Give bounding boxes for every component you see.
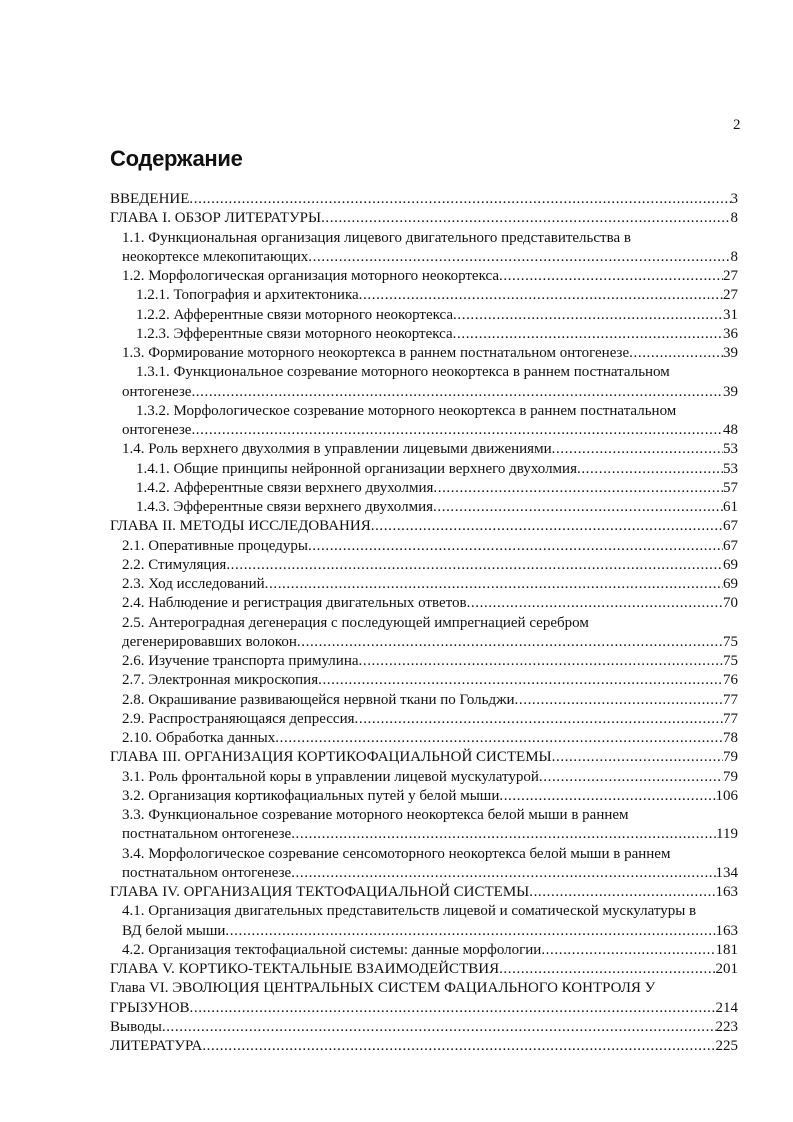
toc-subsection[interactable] bbox=[110, 460, 738, 479]
dot-leader bbox=[371, 517, 723, 536]
dot-leader bbox=[265, 575, 723, 594]
dot-leader bbox=[321, 209, 730, 228]
toc-line bbox=[110, 575, 738, 594]
toc-page-number: 27 bbox=[723, 268, 738, 284]
dot-leader bbox=[190, 999, 716, 1018]
toc-line bbox=[110, 248, 738, 267]
dot-leader bbox=[529, 883, 715, 902]
toc-entry-title: онтогенезе bbox=[122, 422, 192, 438]
toc-line bbox=[110, 325, 738, 344]
toc-section[interactable] bbox=[110, 229, 738, 268]
toc-line bbox=[110, 517, 738, 536]
page-title: Содержание bbox=[110, 146, 243, 171]
toc-line bbox=[110, 883, 738, 902]
toc-subsection[interactable] bbox=[110, 498, 738, 517]
toc-section[interactable] bbox=[110, 671, 738, 690]
toc-entry-title: 1.2.1. Топография и архитектоника bbox=[136, 287, 359, 304]
toc-line bbox=[110, 941, 738, 960]
toc-entry-title: ВВЕДЕНИЕ bbox=[110, 191, 190, 207]
dot-leader bbox=[297, 633, 723, 652]
dot-leader bbox=[453, 306, 723, 325]
toc-entry-title: онтогенезе bbox=[122, 383, 192, 400]
toc-chapter[interactable] bbox=[110, 190, 738, 209]
toc-line bbox=[110, 825, 738, 844]
toc-line bbox=[110, 344, 738, 363]
dot-leader bbox=[189, 190, 730, 209]
toc-line bbox=[110, 691, 738, 710]
toc-page-number: 77 bbox=[723, 710, 738, 727]
toc-section[interactable] bbox=[110, 537, 738, 556]
toc-entry-title: 3.2. Организация кортикофациальных путей у белой мыши bbox=[122, 787, 500, 804]
toc-page-number: 163 bbox=[715, 884, 738, 900]
toc-page-number: 79 bbox=[723, 749, 738, 766]
toc-entry-title: 2.9. Распространяющаяся депрессия bbox=[122, 710, 355, 727]
dot-leader bbox=[291, 864, 715, 883]
toc-section[interactable] bbox=[110, 768, 738, 787]
toc-page-number: 163 bbox=[715, 922, 738, 939]
toc-page-number: 57 bbox=[723, 479, 738, 496]
toc-entry-title: ГРЫЗУНОВ bbox=[110, 999, 190, 1016]
toc-line bbox=[110, 209, 738, 228]
toc-entry-title: постнатальном онтогенезе bbox=[122, 864, 292, 881]
toc-entry-title: 1.4. Роль верхнего двухолмия в управлении лицевыми движениями bbox=[122, 441, 552, 458]
toc-chapter[interactable] bbox=[110, 748, 738, 767]
toc-page-number: 78 bbox=[723, 730, 738, 746]
dot-leader bbox=[433, 479, 723, 498]
toc-page-number: 214 bbox=[715, 999, 738, 1016]
toc-entry-title: ГЛАВА I. ОБЗОР ЛИТЕРАТУРЫ bbox=[110, 210, 322, 227]
toc-section[interactable] bbox=[110, 614, 738, 653]
toc-chapter[interactable] bbox=[110, 1037, 738, 1056]
toc-line bbox=[110, 787, 738, 806]
toc-page-number: 76 bbox=[723, 672, 738, 689]
page-number: 2 bbox=[733, 117, 741, 133]
toc-page-number: 70 bbox=[723, 595, 738, 612]
toc-line bbox=[110, 671, 738, 690]
toc-section[interactable] bbox=[110, 941, 738, 960]
toc-subsection[interactable] bbox=[110, 363, 738, 402]
toc-chapter[interactable] bbox=[110, 979, 738, 1018]
toc-entry-title: 3.4. Морфологическое созревание сенсомоторного неокортекса белой мыши в раннем bbox=[122, 845, 671, 862]
toc-page-number: 3 bbox=[730, 191, 738, 207]
toc-page-number: 53 bbox=[723, 460, 738, 477]
toc-entry-title: ГЛАВА II. МЕТОДЫ ИССЛЕДОВАНИЯ bbox=[110, 518, 371, 535]
toc-section[interactable] bbox=[110, 267, 738, 286]
toc-entry-title: 1.3. Формирование моторного неокортекса в раннем постнатальном онтогенезе bbox=[122, 345, 630, 361]
toc-line bbox=[110, 922, 738, 941]
toc-line bbox=[110, 383, 738, 402]
toc-page-number: 77 bbox=[723, 691, 738, 708]
toc-entry-title: 1.3.1. Функциональное созревание моторного неокортекса в раннем постнатальном bbox=[136, 364, 670, 381]
toc-line bbox=[110, 190, 738, 209]
toc-page-number: 223 bbox=[715, 1018, 738, 1035]
toc-entry-title: 2.4. Наблюдение и регистрация двигательных ответов bbox=[122, 595, 467, 612]
toc-subsection[interactable] bbox=[110, 402, 738, 441]
toc-page-number: 8 bbox=[730, 248, 738, 265]
toc-page-number: 61 bbox=[723, 499, 738, 515]
toc-page-number: 67 bbox=[723, 518, 738, 535]
dot-leader bbox=[225, 922, 715, 941]
toc-page-number: 8 bbox=[730, 210, 738, 227]
dot-leader bbox=[202, 1037, 715, 1056]
toc-section[interactable] bbox=[110, 845, 738, 884]
toc-line bbox=[110, 460, 738, 479]
toc-section[interactable] bbox=[110, 806, 738, 845]
toc-chapter[interactable] bbox=[110, 1018, 738, 1037]
toc-entry-title: ЛИТЕРАТУРА bbox=[110, 1038, 203, 1054]
toc-page-number: 181 bbox=[715, 941, 738, 958]
toc-entry-title: Выводы bbox=[110, 1018, 162, 1035]
toc-line bbox=[110, 498, 738, 517]
toc-section[interactable] bbox=[110, 556, 738, 575]
dot-leader bbox=[359, 652, 724, 671]
toc-line bbox=[110, 979, 738, 998]
toc-line bbox=[110, 652, 738, 671]
dot-leader bbox=[577, 460, 723, 479]
toc-page-number: 75 bbox=[723, 653, 738, 669]
toc-page-number: 31 bbox=[723, 306, 738, 323]
toc-chapter[interactable] bbox=[110, 883, 738, 902]
toc-entry-title: 1.2.2. Афферентные связи моторного неокортекса bbox=[136, 306, 454, 323]
toc-page-number: 201 bbox=[715, 961, 738, 977]
toc-entry-title: 2.2. Стимуляция bbox=[122, 556, 227, 573]
toc-entry-title: 1.4.1. Общие принципы нейронной организации верхнего двухолмия bbox=[136, 460, 577, 477]
toc-entry-title: ГЛАВА III. ОРГАНИЗАЦИЯ КОРТИКОФАЦИАЛЬНОЙ СИСТЕМЫ bbox=[110, 749, 552, 766]
toc-entry-title: 3.1. Роль фронтальной коры в управлении лицевой мускулатурой bbox=[122, 768, 539, 785]
toc-line bbox=[110, 806, 738, 825]
toc-page-number: 67 bbox=[723, 537, 738, 554]
toc-chapter[interactable] bbox=[110, 209, 738, 228]
toc-section[interactable] bbox=[110, 787, 738, 806]
dot-leader bbox=[226, 556, 723, 575]
toc-entry-title: 2.3. Ход исследований bbox=[122, 576, 265, 592]
dot-leader bbox=[552, 440, 723, 459]
toc-entry-title: Глава VI. ЭВОЛЮЦИЯ ЦЕНТРАЛЬНЫХ СИСТЕМ ФАЦИАЛЬНОГО КОНТРОЛЯ У bbox=[110, 980, 656, 997]
toc-line bbox=[110, 267, 738, 286]
toc-entry-title: 1.2. Морфологическая организация моторного неокортекса bbox=[122, 268, 499, 284]
toc-line bbox=[110, 479, 738, 498]
toc-page-number: 36 bbox=[723, 325, 738, 342]
toc-line bbox=[110, 286, 738, 305]
toc-line bbox=[110, 421, 738, 440]
toc-line bbox=[110, 1018, 738, 1037]
toc-chapter[interactable] bbox=[110, 517, 738, 536]
toc-entry-title: постнатальном онтогенезе bbox=[122, 826, 292, 843]
dot-leader bbox=[359, 286, 723, 305]
toc-entry-title: 2.8. Окрашивание развивающейся нервной ткани по Гольджи bbox=[122, 691, 515, 708]
toc-line bbox=[110, 594, 738, 613]
toc-section[interactable] bbox=[110, 902, 738, 941]
toc-section[interactable] bbox=[110, 652, 738, 671]
toc-entry-title: 3.3. Функциональное созревание моторного неокортекса белой мыши в раннем bbox=[122, 807, 629, 823]
toc-subsection[interactable] bbox=[110, 286, 738, 305]
dot-leader bbox=[275, 729, 723, 748]
toc-page-number: 53 bbox=[723, 441, 738, 458]
toc-line bbox=[110, 999, 738, 1018]
toc-entry-title: ВД белой мыши bbox=[122, 922, 226, 939]
dot-leader bbox=[291, 825, 716, 844]
dot-leader bbox=[162, 1018, 716, 1037]
toc-subsection[interactable] bbox=[110, 479, 738, 498]
toc-entry-title: 1.2.3. Эфферентные связи моторного неокортекса bbox=[136, 325, 453, 342]
toc-entry-title: 4.1. Организация двигательных представительств лицевой и соматической мускулатуры в bbox=[122, 903, 697, 920]
toc-line bbox=[110, 229, 738, 248]
toc-page-number: 27 bbox=[723, 287, 738, 304]
toc-subsection[interactable] bbox=[110, 325, 738, 344]
dot-leader bbox=[629, 344, 723, 363]
toc-entry-title: 2.1. Оперативные процедуры bbox=[122, 537, 308, 554]
toc-entry-title: 1.1. Функциональная организация лицевого двигательного представительства в bbox=[122, 229, 631, 246]
toc-section[interactable] bbox=[110, 575, 738, 594]
dot-leader bbox=[499, 267, 723, 286]
toc-line bbox=[110, 902, 738, 921]
dot-leader bbox=[308, 248, 730, 267]
dot-leader bbox=[552, 748, 723, 767]
toc-page-number: 75 bbox=[723, 633, 738, 650]
toc-line bbox=[110, 845, 738, 864]
toc-line bbox=[110, 729, 738, 748]
toc-section[interactable] bbox=[110, 440, 738, 459]
toc-page-number: 106 bbox=[715, 787, 738, 804]
dot-leader bbox=[515, 691, 723, 710]
toc-line bbox=[110, 748, 738, 767]
dot-leader bbox=[318, 671, 723, 690]
toc-page-number: 39 bbox=[723, 345, 738, 361]
dot-leader bbox=[467, 594, 723, 613]
toc-entry-title: 2.10. Обработка данных bbox=[122, 730, 276, 746]
dot-leader bbox=[355, 710, 724, 729]
toc-line bbox=[110, 768, 738, 787]
toc-entry-title: 1.4.3. Эфферентные связи верхнего двухолмия bbox=[136, 499, 434, 515]
dot-leader bbox=[433, 498, 723, 517]
toc-page-number: 48 bbox=[723, 422, 738, 438]
dot-leader bbox=[541, 941, 715, 960]
table-of-contents bbox=[110, 190, 738, 1056]
dot-leader bbox=[191, 383, 723, 402]
toc-entry-title: 2.5. Антероградная дегенерация с последующей импрегнацией серебром bbox=[122, 614, 589, 631]
toc-line bbox=[110, 633, 738, 652]
dot-leader bbox=[453, 325, 723, 344]
toc-section[interactable] bbox=[110, 594, 738, 613]
toc-line bbox=[110, 614, 738, 633]
toc-entry-title: 2.7. Электронная микроскопия bbox=[122, 672, 319, 689]
toc-entry-title: ГЛАВА V. КОРТИКО-ТЕКТАЛЬНЫЕ ВЗАИМОДЕЙСТВИЯ bbox=[110, 961, 500, 977]
toc-page-number: 79 bbox=[723, 768, 738, 785]
toc-entry-title: 2.6. Изучение транспорта примулина bbox=[122, 653, 359, 669]
toc-chapter[interactable] bbox=[110, 960, 738, 979]
toc-page-number: 134 bbox=[715, 864, 738, 881]
toc-line bbox=[110, 402, 738, 421]
toc-line bbox=[110, 556, 738, 575]
dot-leader bbox=[191, 421, 723, 440]
toc-line bbox=[110, 440, 738, 459]
toc-page-number: 69 bbox=[723, 576, 738, 592]
toc-entry-title: дегенерировавших волокон bbox=[122, 633, 297, 650]
toc-page-number: 225 bbox=[715, 1038, 738, 1054]
toc-section[interactable] bbox=[110, 710, 738, 729]
toc-line bbox=[110, 960, 738, 979]
toc-entry-title: 4.2. Организация тектофациальной системы: данные морфологии bbox=[122, 941, 542, 958]
toc-page-number: 39 bbox=[723, 383, 738, 400]
toc-line bbox=[110, 537, 738, 556]
toc-section[interactable] bbox=[110, 344, 738, 363]
toc-page-number: 119 bbox=[716, 826, 738, 843]
toc-entry-title: 1.3.2. Морфологическое созревание моторного неокортекса в раннем постнатальном bbox=[136, 402, 677, 419]
toc-line bbox=[110, 864, 738, 883]
toc-section[interactable] bbox=[110, 729, 738, 748]
toc-line bbox=[110, 306, 738, 325]
toc-line bbox=[110, 1037, 738, 1056]
dot-leader bbox=[499, 787, 715, 806]
dot-leader bbox=[308, 537, 723, 556]
toc-line bbox=[110, 710, 738, 729]
toc-line bbox=[110, 363, 738, 382]
toc-subsection[interactable] bbox=[110, 306, 738, 325]
dot-leader bbox=[539, 768, 723, 787]
toc-section[interactable] bbox=[110, 691, 738, 710]
toc-entry-title: 1.4.2. Афферентные связи верхнего двухолмия bbox=[136, 479, 434, 496]
dot-leader bbox=[499, 960, 715, 979]
toc-entry-title: ГЛАВА IV. ОРГАНИЗАЦИЯ ТЕКТОФАЦИАЛЬНОЙ СИСТЕМЫ bbox=[110, 884, 530, 900]
toc-entry-title: неокортексе млекопитающих bbox=[122, 248, 309, 265]
toc-page-number: 69 bbox=[723, 556, 738, 573]
